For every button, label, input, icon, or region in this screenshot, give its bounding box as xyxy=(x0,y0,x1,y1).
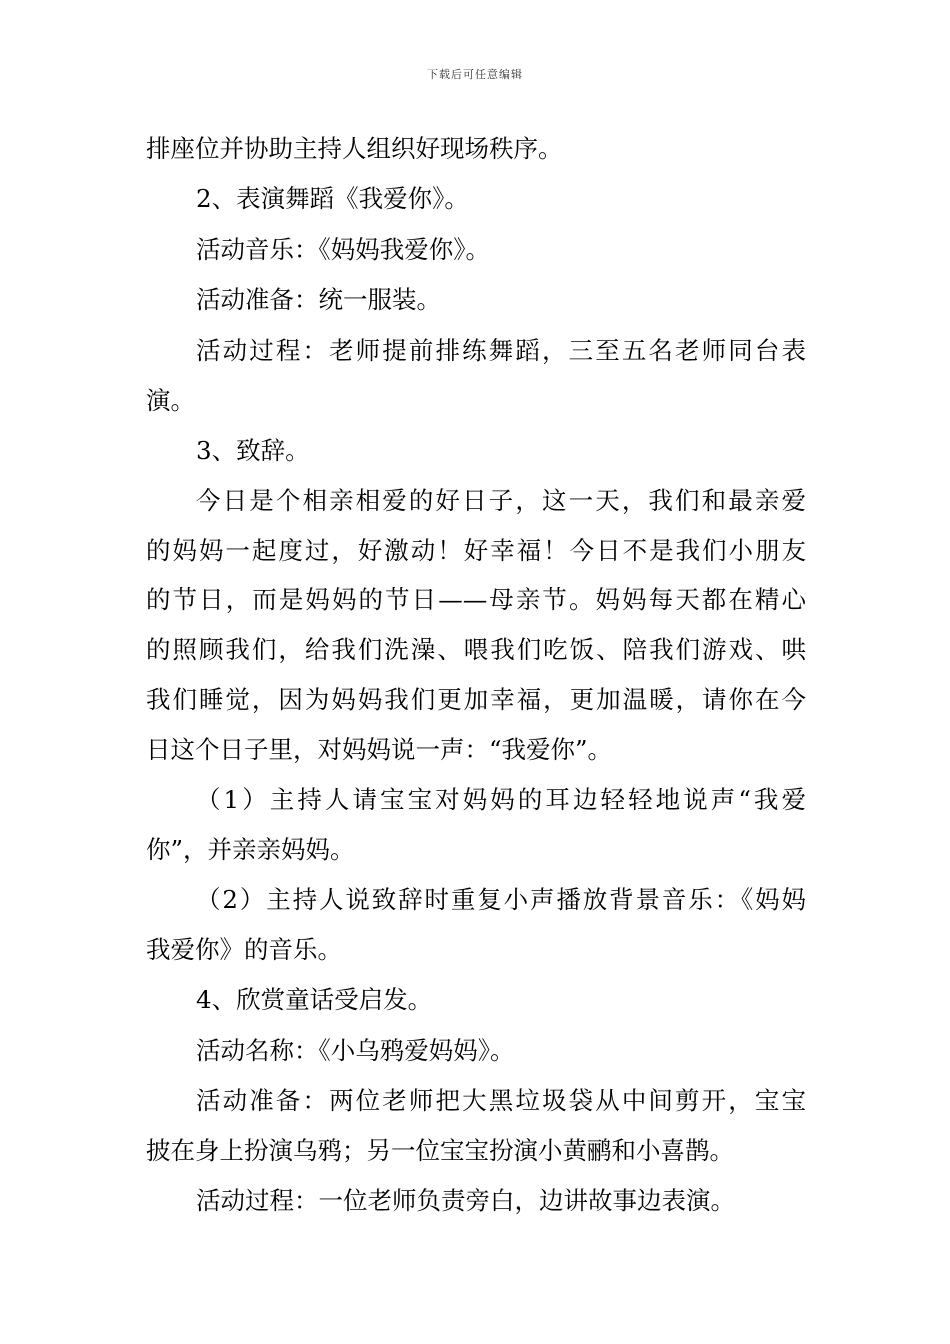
section-heading: 2、表演舞蹈《我爱你》。 xyxy=(196,184,469,213)
paragraph-line: 日这个日子里，对妈妈说一声：“我爱你”。 xyxy=(146,735,613,764)
paragraph-line: 今日是个相亲相爱的好日子，这一天，我们和最亲爱 xyxy=(196,486,806,515)
paragraph-line: 的照顾我们，给我们洗澡、喂我们吃饭、陪我们游戏、哄 xyxy=(146,635,806,664)
paragraph-line: 演。 xyxy=(146,386,195,415)
page-header: 下载后可任意编辑 xyxy=(427,68,523,81)
section-heading: 4、欣赏童话受启发。 xyxy=(196,985,433,1014)
paragraph-line: 披在身上扮演乌鸦；另一位宝宝扮演小黄鹂和小喜鹊。 xyxy=(146,1136,734,1165)
paragraph-line: 的节日，而是妈妈的节日——母亲节。妈妈每天都在精心 xyxy=(146,585,806,614)
paragraph-line: 我们睡觉，因为妈妈我们更加幸福，更加温暖，请你在今 xyxy=(146,685,806,714)
paragraph-line: 活动准备：两位老师把大黑垃圾袋从中间剪开，宝宝 xyxy=(196,1086,806,1115)
paragraph-line: 活动过程：一位老师负责旁白，边讲故事边表演。 xyxy=(196,1186,735,1215)
paragraph-line: 活动过程：老师提前排练舞蹈，三至五名老师同台表 xyxy=(196,336,806,365)
paragraph-line: 我爱你》的音乐。 xyxy=(146,935,342,964)
paragraph-line: （1）主持人请宝宝对妈妈的耳边轻轻地说声“我爱 xyxy=(196,785,806,814)
paragraph-line: 的妈妈一起度过，好激动！好幸福！今日不是我们小朋友 xyxy=(146,536,806,565)
section-heading: 3、致辞。 xyxy=(196,436,310,465)
paragraph-line: 活动音乐：《妈妈我爱你》。 xyxy=(196,235,490,264)
paragraph-line: 你”，并亲亲妈妈。 xyxy=(146,835,355,864)
paragraph-line: 活动名称：《小乌鸦爱妈妈》。 xyxy=(196,1036,515,1065)
paragraph-line: 排座位并协助主持人组织好现场秩序。 xyxy=(146,134,563,163)
paragraph-line: （2）主持人说致辞时重复小声播放背景音乐：《妈妈 xyxy=(196,885,806,914)
paragraph-line: 活动准备：统一服装。 xyxy=(196,285,441,314)
